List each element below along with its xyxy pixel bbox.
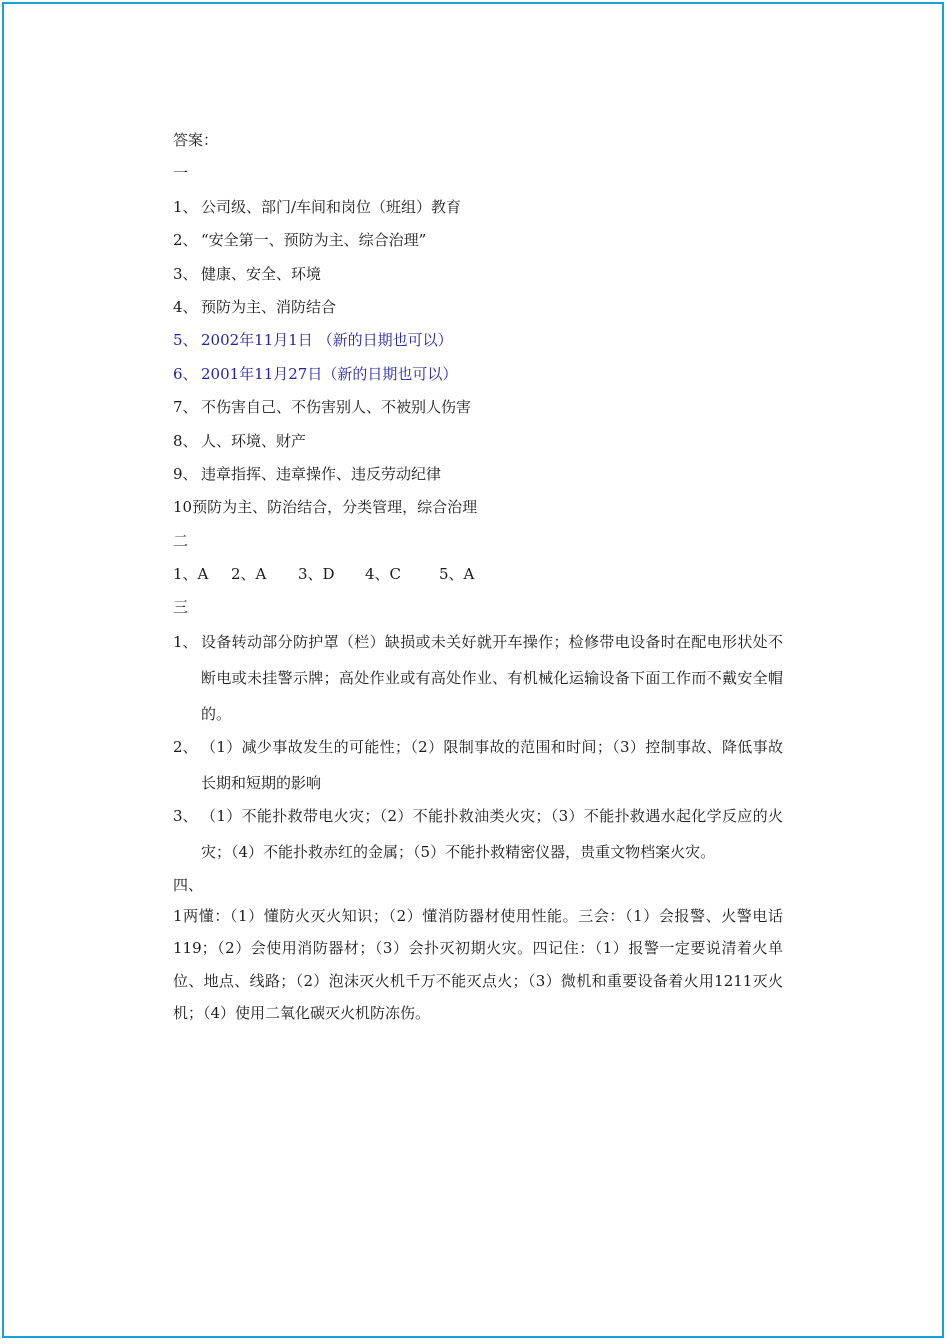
mc-answer-2: 2、A: [231, 565, 267, 584]
answer-1-4: 4、 预防为主、消防结合: [173, 297, 337, 316]
answer-1-1: 1、 公司级、部门/车间和岗位（班组）教育: [173, 197, 462, 216]
section-4-heading: 四、: [173, 875, 204, 894]
mc-answer-3: 3、D: [298, 565, 335, 584]
answer-1-9: 9、 违章指挥、违章操作、违反劳动纪律: [173, 464, 442, 483]
mc-answer-1: 1、A: [173, 565, 209, 584]
answer-1-10: 10预防为主、防治结合，分类管理，综合治理: [173, 498, 478, 517]
answer-3-1: 1、 设备转动部分防护罩（栏）缺损或未关好就开车操作；检修带电设备时在配电形状处不断电或未挂警示牌；高处作业或有高处作业、有机械化运输设备下面工作而不戴安全帽的。: [173, 632, 783, 723]
section-1-heading: 一: [173, 164, 189, 183]
section-3-heading: 三: [173, 598, 189, 617]
multiple-choice-answers: [173, 558, 783, 591]
answers-title: 答案：: [173, 131, 219, 149]
answer-1-6: 6、 2001年11月27日（新的日期也可以）: [173, 364, 458, 383]
answer-4: 1两懂：（1）懂防火灭火知识；（2）懂消防器材使用性能。三会：（1）会报警、火警电话119；（2）会使用消防器材；（3）会扑灭初期火灾。四记住：（1）报警一定要说清着火单位、地点、线路；（2）泡沫灭火机千万不能灭点火；（3）微机和重要设备着火用1211灭火机；（4）使用二氧化碳灭火机防冻伤。: [173, 906, 783, 1023]
answer-1-5: 5、 2002年11月1日 （新的日期也可以）: [173, 331, 453, 350]
answer-document: [173, 124, 783, 1030]
answer-1-2: 2、 “安全第一、预防为主、综合治理”: [173, 231, 427, 250]
answer-1-7: 7、 不伤害自己、不伤害别人、不被别人伤害: [173, 398, 472, 417]
answer-1-3: 3、 健康、安全、环境: [173, 264, 322, 283]
mc-answer-5: 5、A: [439, 565, 475, 584]
answer-1-8: 8、 人、环境、财产: [173, 431, 307, 450]
answer-3-3: 3、 （1）不能扑救带电火灾；（2）不能扑救油类火灾；（3）不能扑救遇水起化学反应的火灾；（4）不能扑救赤红的金属；（5）不能扑救精密仪器，贵重文物档案火灾。: [173, 806, 783, 861]
answer-3-2: 2、 （1）减少事故发生的可能性；（2）限制事故的范围和时间；（3）控制事故、降低事故长期和短期的影响: [173, 737, 783, 792]
section-2-heading: 二: [173, 531, 189, 550]
mc-answer-4: 4、C: [365, 565, 402, 584]
